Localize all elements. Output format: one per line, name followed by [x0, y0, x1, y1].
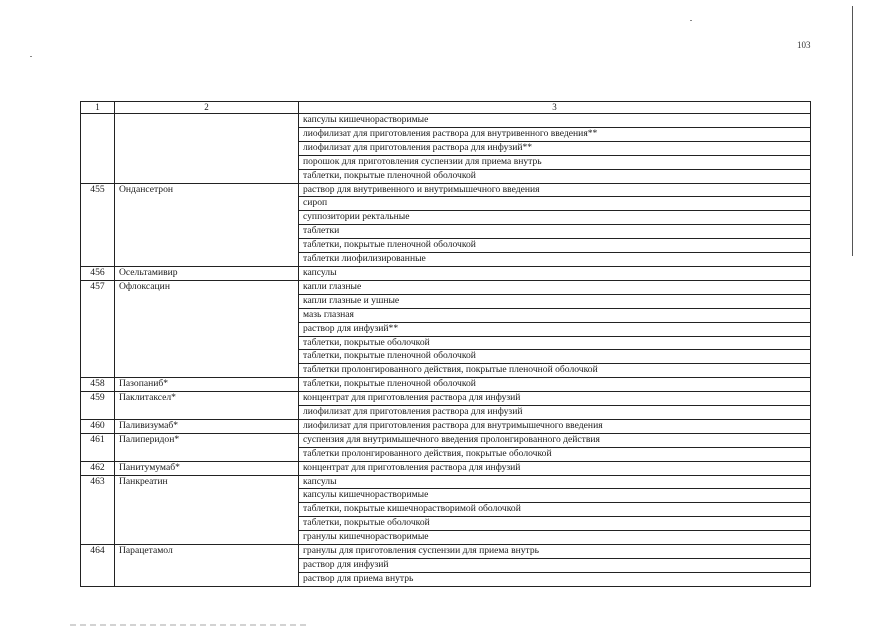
header-cell-forms: 3	[299, 102, 811, 114]
dosage-form-cell: мазь глазная	[299, 308, 811, 322]
dosage-form-cell: капли глазные и ушные	[299, 294, 811, 308]
dosage-form-cell: раствор для инфузий	[299, 559, 811, 573]
header-cell-name: 2	[115, 102, 299, 114]
drug-number-cell	[81, 114, 115, 184]
drug-name-cell	[115, 114, 299, 184]
dosage-form-cell: гранулы для приготовления суспензии для приема внутрь	[299, 545, 811, 559]
dosage-form-cell: сироп	[299, 197, 811, 211]
dosage-form-cell: таблетки	[299, 225, 811, 239]
dosage-form-cell: концентрат для приготовления раствора для инфузий	[299, 392, 811, 406]
dosage-form-cell: таблетки лиофилизированные	[299, 253, 811, 267]
table-row	[81, 183, 811, 197]
dosage-form-cell: лиофилизат для приготовления раствора для инфузий**	[299, 141, 811, 155]
dosage-form-cell: таблетки пролонгированного действия, покрытые оболочкой	[299, 447, 811, 461]
drug-name-cell: Паливизумаб*	[115, 419, 299, 433]
table-row	[81, 280, 811, 294]
dosage-form-cell: порошок для приготовления суспензии для приема внутрь	[299, 155, 811, 169]
dosage-form-cell: раствор для приема внутрь	[299, 572, 811, 586]
table-row	[81, 475, 811, 489]
drug-number-cell: 462	[81, 461, 115, 475]
drug-name-cell: Парацетамол	[115, 545, 299, 587]
scan-speck	[30, 56, 32, 57]
dosage-form-cell: таблетки, покрытые оболочкой	[299, 517, 811, 531]
table-row	[81, 419, 811, 433]
drug-table	[80, 101, 811, 587]
dosage-form-cell: суспензия для внутримышечного введения пролонгированного действия	[299, 433, 811, 447]
dosage-form-cell: таблетки, покрытые оболочкой	[299, 336, 811, 350]
header-cell-number: 1	[81, 102, 115, 114]
dosage-form-cell: гранулы кишечнорастворимые	[299, 531, 811, 545]
dosage-form-cell: капсулы кишечнорастворимые	[299, 114, 811, 128]
drug-name-cell: Палиперидон*	[115, 433, 299, 461]
dosage-form-cell: суппозитории ректальные	[299, 211, 811, 225]
dosage-form-cell: концентрат для приготовления раствора для инфузий	[299, 461, 811, 475]
drug-number-cell: 458	[81, 378, 115, 392]
drug-name-cell: Панитумумаб*	[115, 461, 299, 475]
table-row	[81, 392, 811, 406]
drug-number-cell: 461	[81, 433, 115, 461]
dosage-form-cell: раствор для инфузий**	[299, 322, 811, 336]
drug-name-cell: Ондансетрон	[115, 183, 299, 266]
table-row	[81, 378, 811, 392]
table-row	[81, 461, 811, 475]
drug-name-cell: Пазопаниб*	[115, 378, 299, 392]
dosage-form-cell: таблетки, покрытые пленочной оболочкой	[299, 350, 811, 364]
dosage-form-cell: таблетки, покрытые пленочной оболочкой	[299, 169, 811, 183]
scan-edge-line	[852, 6, 853, 256]
table-row	[81, 545, 811, 559]
dosage-form-cell: лиофилизат для приготовления раствора для внутримышечного введения	[299, 419, 811, 433]
drug-number-cell: 457	[81, 280, 115, 377]
dosage-form-cell: таблетки, покрытые пленочной оболочкой	[299, 239, 811, 253]
table-row	[81, 266, 811, 280]
dosage-form-cell: таблетки, покрытые пленочной оболочкой	[299, 378, 811, 392]
scan-smudge	[70, 624, 310, 626]
dosage-form-cell: таблетки пролонгированного действия, покрытые пленочной оболочкой	[299, 364, 811, 378]
drug-number-cell: 464	[81, 545, 115, 587]
scan-speck	[690, 20, 692, 21]
drug-number-cell: 463	[81, 475, 115, 545]
table-row	[81, 433, 811, 447]
drug-number-cell: 455	[81, 183, 115, 266]
table-row	[81, 114, 811, 128]
dosage-form-cell: капсулы кишечнорастворимые	[299, 489, 811, 503]
drug-name-cell: Офлоксацин	[115, 280, 299, 377]
drug-name-cell: Осельтамивир	[115, 266, 299, 280]
dosage-form-cell: лиофилизат для приготовления раствора для внутривенного введения**	[299, 127, 811, 141]
drug-name-cell: Паклитаксел*	[115, 392, 299, 420]
drug-number-cell: 456	[81, 266, 115, 280]
page-number: 103	[797, 40, 811, 50]
dosage-form-cell: капсулы	[299, 475, 811, 489]
dosage-form-cell: раствор для внутривенного и внутримышечного введения	[299, 183, 811, 197]
dosage-form-cell: таблетки, покрытые кишечнорастворимой оболочкой	[299, 503, 811, 517]
drug-number-cell: 460	[81, 419, 115, 433]
dosage-form-cell: капли глазные	[299, 280, 811, 294]
dosage-form-cell: лиофилизат для приготовления раствора для инфузий	[299, 406, 811, 420]
drug-name-cell: Панкреатин	[115, 475, 299, 545]
drug-number-cell: 459	[81, 392, 115, 420]
table-header-row	[81, 102, 811, 114]
dosage-form-cell: капсулы	[299, 266, 811, 280]
